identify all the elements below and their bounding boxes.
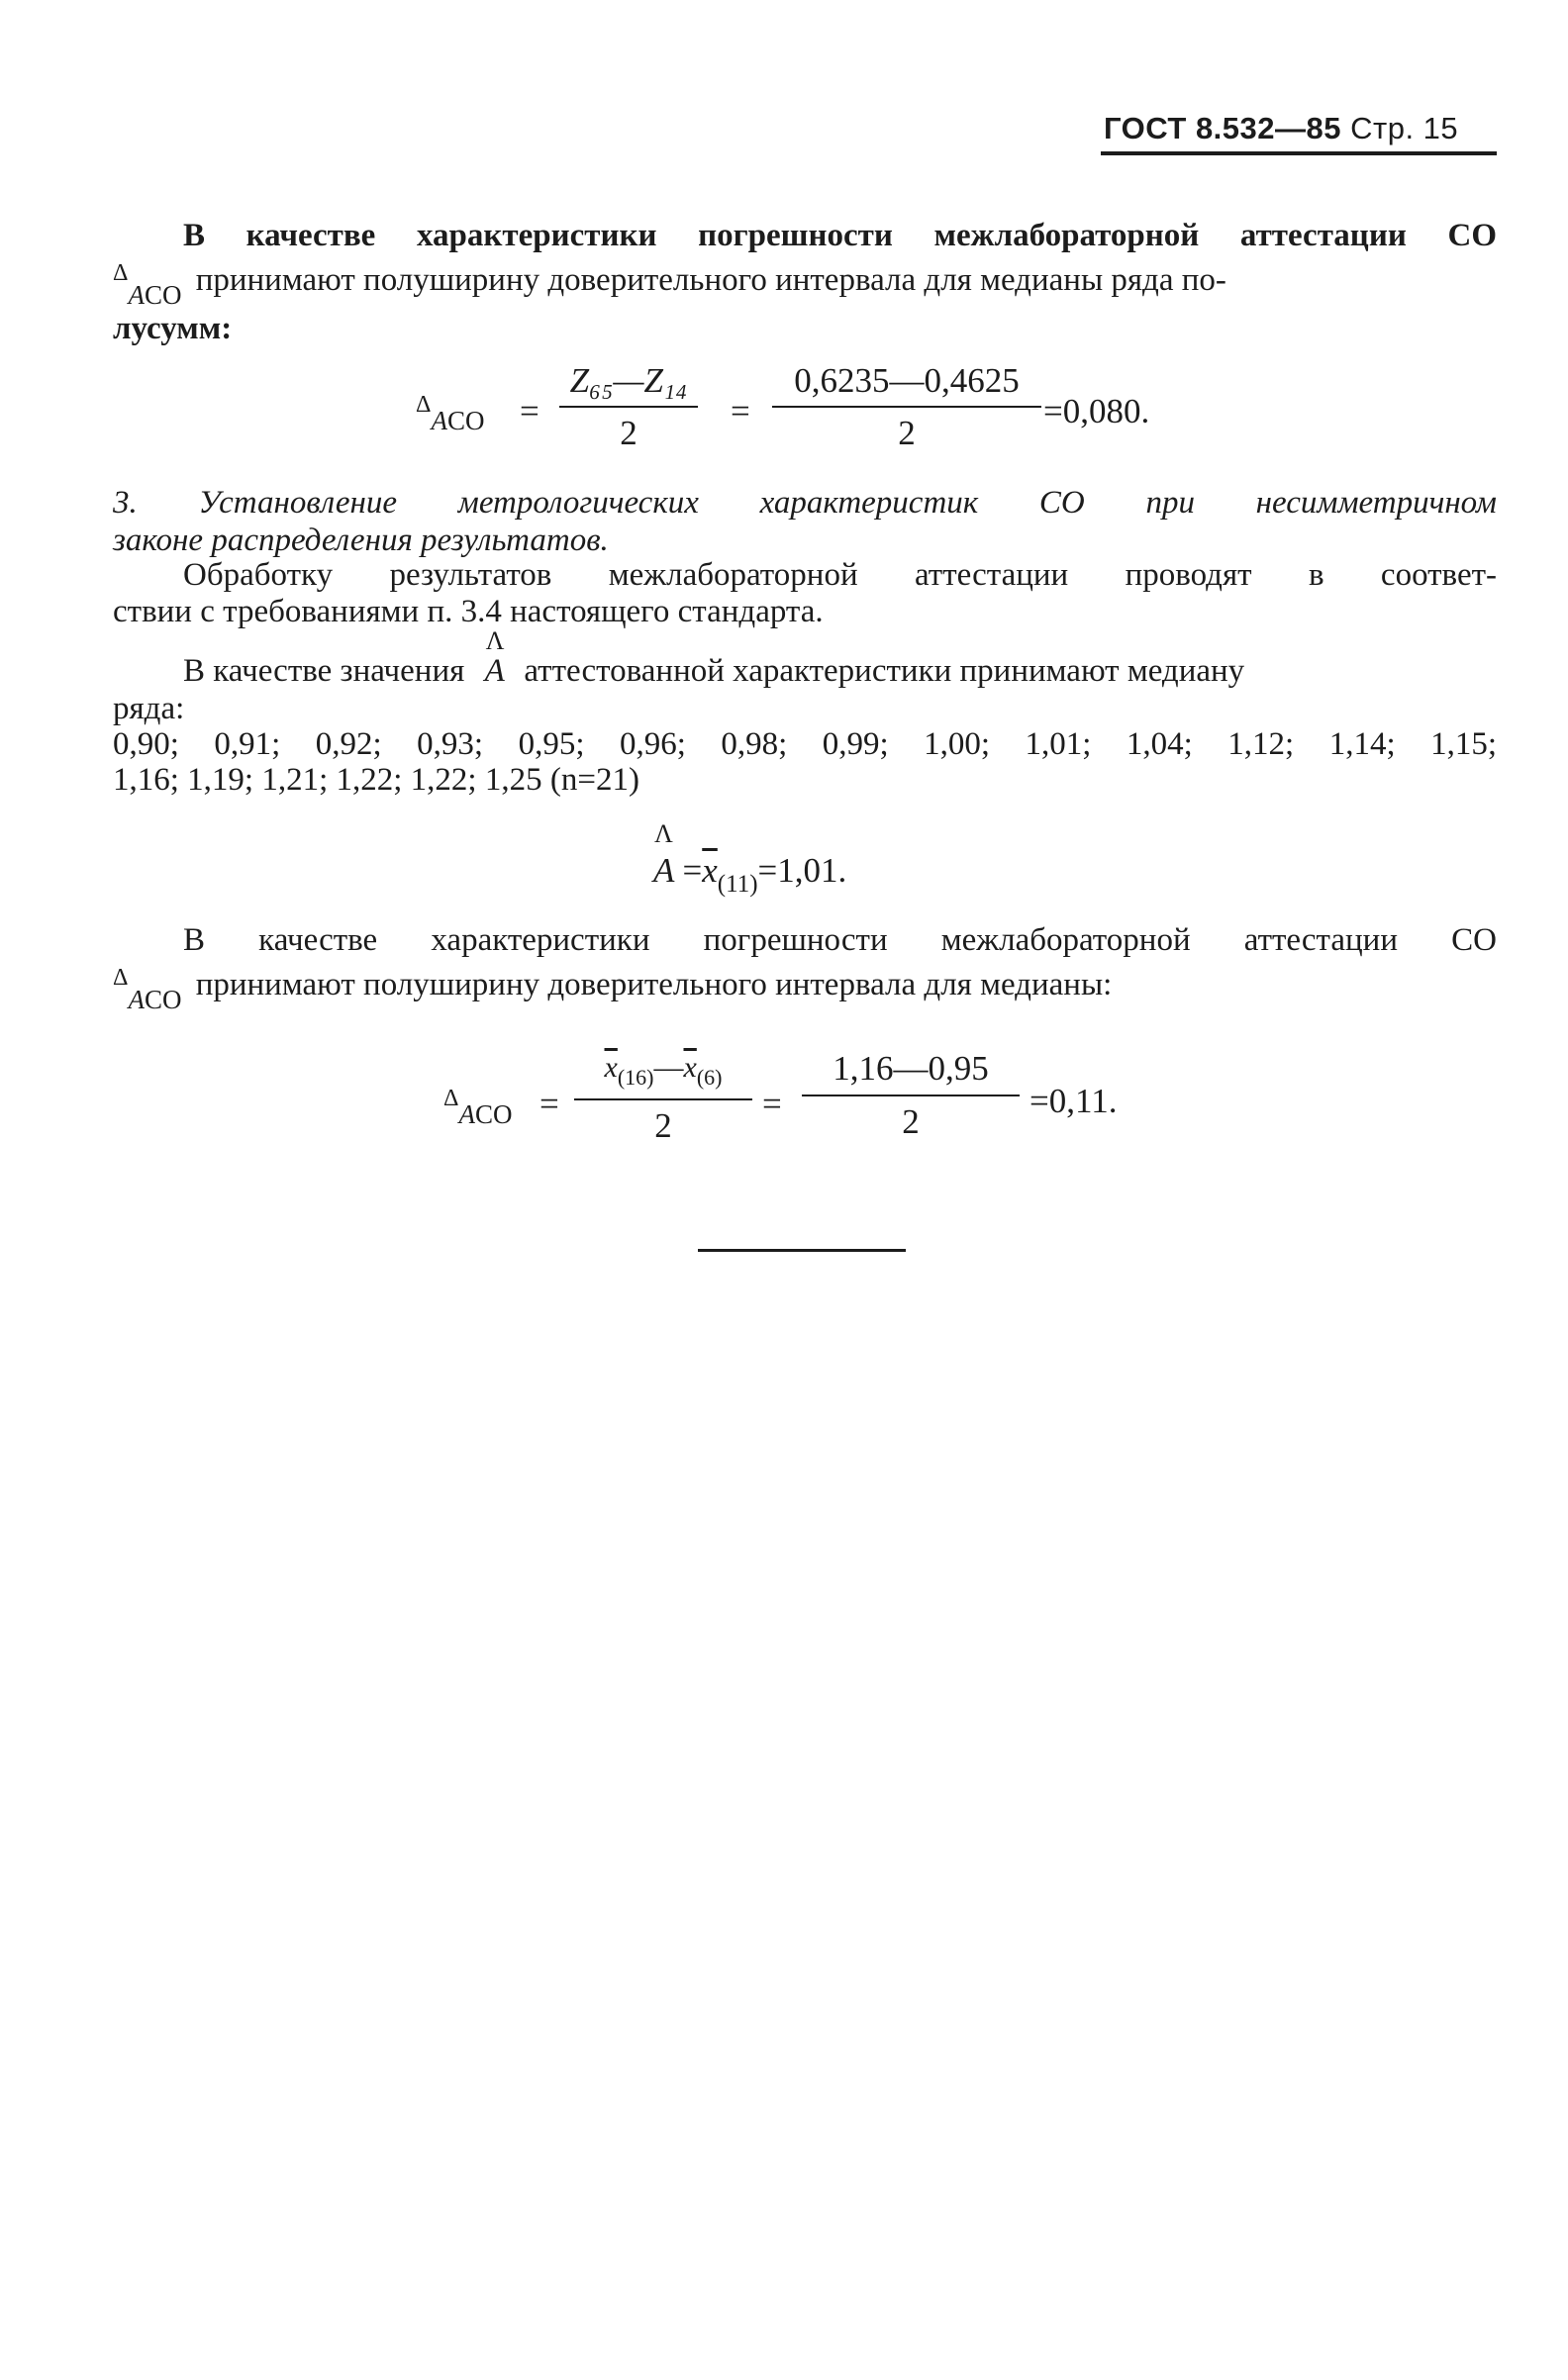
formula1-numerator2: 0,6235—0,4625 <box>794 361 1020 400</box>
section3-line1: 3. Установление метрологических характеристик СО при несимметричном <box>113 485 1497 521</box>
formula1-lhs <box>416 391 485 435</box>
header-rule <box>1101 151 1497 155</box>
delta-symbol: Δ <box>416 392 432 418</box>
section3-line2: законе распределения результатов. <box>113 523 609 558</box>
a-hat <box>484 626 513 689</box>
p3-line4: 1,16; 1,19; 1,21; 1,22; 1,22; 1,25 (n=21) <box>113 762 639 798</box>
x-index: (16) <box>617 1065 654 1090</box>
end-rule <box>698 1249 906 1252</box>
x-bar: $\overline{x}$ <box>604 1051 618 1084</box>
formula3-numerator2: 1,16—0,95 <box>833 1049 989 1088</box>
formula1-result: =0,080. <box>1043 392 1150 430</box>
formula1-numerator: Z₆₅—Z₁₄ <box>569 361 688 400</box>
equals-sign: = <box>682 851 703 890</box>
p3-line3: 0,90; 0,91; 0,92; 0,93; 0,95; 0,96; 0,98; 0,99; 1,00; 1,01; 1,04; 1,12; 1,14; 1,15; <box>113 726 1497 762</box>
subscript-co: CO <box>144 985 182 1014</box>
subscript-aco <box>128 985 181 1014</box>
subscript-a: A <box>128 985 145 1014</box>
x-index: (6) <box>696 1065 723 1090</box>
formula3-result: =0,11. <box>1029 1082 1118 1120</box>
subscript-aco <box>458 1099 512 1129</box>
fraction-bar <box>574 1098 752 1100</box>
formula3-denominator: 2 <box>654 1106 672 1145</box>
p1-line2 <box>113 253 1497 310</box>
subscript-a: A <box>128 280 145 310</box>
page-number: Стр. 15 <box>1350 111 1459 145</box>
x-index: (11) <box>717 871 758 898</box>
fraction-bar <box>772 406 1041 408</box>
equals-sign: = <box>539 1085 559 1123</box>
formula-2 <box>653 819 847 898</box>
fraction-bar <box>559 406 698 408</box>
p2-line2: ствии с требованиями п. 3.4 настоящего стандарта. <box>113 594 824 629</box>
p3-line1 <box>183 626 1497 691</box>
hat-mark: Λ <box>485 626 505 655</box>
equals-sign: = <box>731 392 750 430</box>
p3-line2: ряда: <box>113 691 185 726</box>
delta-symbol: Δ <box>113 260 129 286</box>
p1-line2-text: принимают полуширину доверительного интервала для медианы ряда по- <box>195 262 1226 298</box>
equals-sign: = <box>520 392 539 430</box>
p3-line1-a: В качестве значения <box>183 653 465 689</box>
a-letter: A <box>484 653 505 689</box>
standard-number: ГОСТ 8.532—85 <box>1104 111 1341 145</box>
equals-sign: = <box>762 1085 782 1123</box>
subscript-co: CO <box>474 1099 513 1129</box>
p1-line1: В качестве характеристики погрешности межлабораторной аттестации СО <box>183 218 1497 253</box>
formula1-denominator: 2 <box>620 414 637 452</box>
subscript-aco <box>431 406 484 435</box>
formula1-denominator2: 2 <box>898 414 916 452</box>
minus-sign: — <box>653 1051 684 1084</box>
formula3-lhs <box>443 1085 513 1129</box>
p2-line1: Обработку результатов межлабораторной аттестации проводят в соответ- <box>183 557 1497 593</box>
page-header <box>1104 111 1458 146</box>
subscript-a: A <box>458 1099 475 1129</box>
a-hat <box>653 819 683 890</box>
hat-mark: Λ <box>654 819 673 848</box>
subscript-aco <box>128 280 181 310</box>
fraction-bar <box>802 1095 1020 1096</box>
delta-symbol: Δ <box>113 965 129 991</box>
subscript-co: CO <box>446 406 485 435</box>
a-letter: A <box>653 851 674 890</box>
p3-line1-b: аттестованной характеристики принимают медиану <box>524 653 1245 689</box>
x-bar: $\overline{x}$ <box>702 851 718 890</box>
delta-symbol: Δ <box>443 1086 459 1111</box>
subscript-a: A <box>431 406 447 435</box>
p4-line2-text: принимают полуширину доверительного интервала для медианы: <box>195 967 1113 1002</box>
subscript-co: CO <box>144 280 182 310</box>
formula2-result: =1,01. <box>757 851 847 890</box>
p1-line3: лусумм: <box>113 311 233 346</box>
formula3-numerator <box>574 1051 752 1090</box>
x-bar: $\overline{x}$ <box>683 1051 697 1084</box>
p4-line1: В качестве характеристики погрешности межлабораторной аттестации СО <box>183 922 1497 958</box>
p4-line2 <box>113 958 1497 1014</box>
formula3-denominator2: 2 <box>902 1102 920 1141</box>
